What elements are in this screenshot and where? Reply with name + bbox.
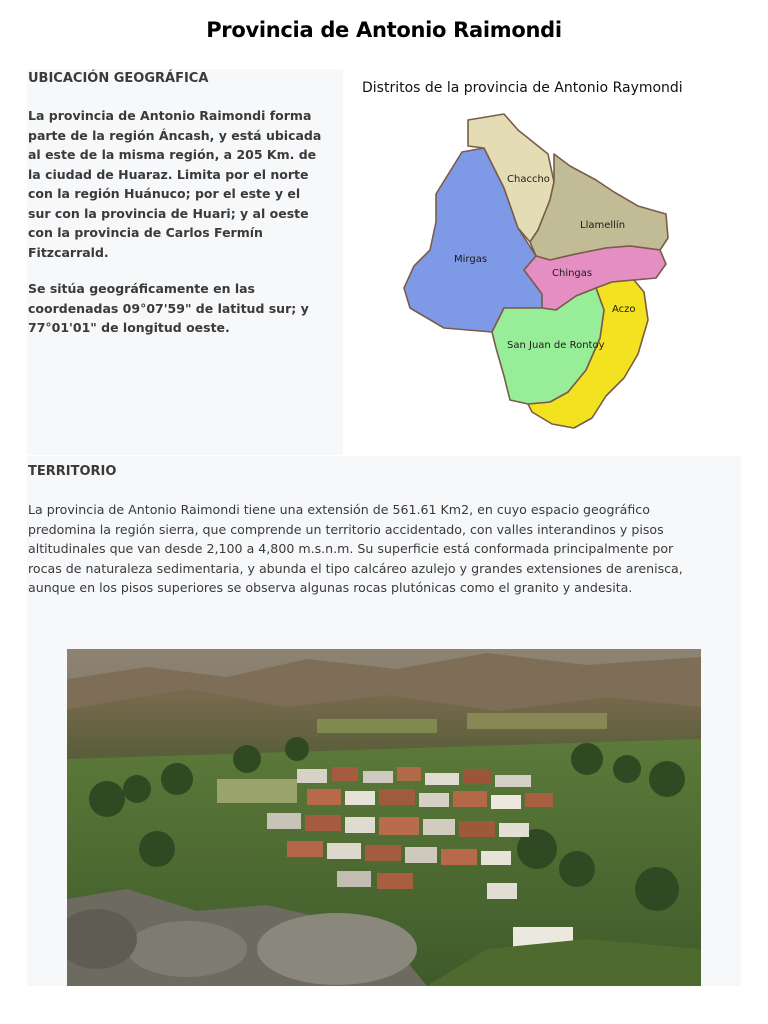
map-label-llamellin: Llamellín <box>580 220 626 231</box>
territorio-heading: TERRITORIO <box>28 464 117 479</box>
text-line: La provincia de Antonio Raimondi forma <box>28 108 312 123</box>
text-line: coordenadas 09°07'59" de latitud sur; y <box>28 300 309 316</box>
map-label-san-juan-de-rontoy: San Juan de Rontoy <box>507 340 605 351</box>
map-label-chaccho: Chaccho <box>507 174 550 185</box>
text-line: al este de la misma región, a 205 Km. de <box>28 147 317 162</box>
map-title: Distritos de la provincia de Antonio Raymondi <box>362 80 683 96</box>
map-label-mirgas: Mirgas <box>454 254 488 265</box>
text-line: la ciudad de Huaraz. Limita por el norte <box>28 166 309 182</box>
text-line: predomina la región sierra, que comprende un territorio accidentado, con valles interandinos y pisos <box>28 521 664 537</box>
map-label-chingas: Chingas <box>552 268 593 279</box>
text-line: Fitzcarrald. <box>28 244 109 260</box>
text-line: sur con la provincia de Huari; y al oeste <box>28 205 309 221</box>
text-line: altitudinales que van desde 2,100 a 4,800 m.s.n.m. Su superficie está conformada principalmente por <box>28 541 674 556</box>
ubicacion-paragraph-2 <box>28 279 309 338</box>
text-line: Se sitúa geográficamente en las <box>28 281 255 296</box>
ubicacion-paragraph-1 <box>28 106 321 262</box>
map-label-aczo: Aczo <box>612 304 636 315</box>
page-title: Provincia de Antonio Raimondi <box>206 18 562 42</box>
ubicacion-heading: UBICACIÓN GEOGRÁFICA <box>28 71 209 86</box>
text-line: 77°01'01" de longitud oeste. <box>28 320 230 335</box>
district-map-svg <box>400 110 680 435</box>
text-line: La provincia de Antonio Raimondi tiene una extensión de 561.61 Km2, en cuyo espacio geográfico <box>28 502 650 517</box>
district-map <box>400 110 680 435</box>
town-photo-svg <box>67 649 701 986</box>
text-line: con la provincia de Carlos Fermín <box>28 225 263 240</box>
territorio-paragraph <box>28 500 683 598</box>
text-line: rocas de naturaleza sedimentaria, y abunda el tipo calcáreo azulejo y grandes extensiones de arenisca, <box>28 560 683 576</box>
text-line: aunque en los pisos superiores se observa algunas rocas plutónicas como el granito y andesita. <box>28 580 633 595</box>
text-line: parte de la región Áncash, y está ubicada <box>28 127 322 143</box>
text-line: con la región Huánuco; por el este y el <box>28 186 301 201</box>
town-landscape-photo <box>67 649 701 986</box>
